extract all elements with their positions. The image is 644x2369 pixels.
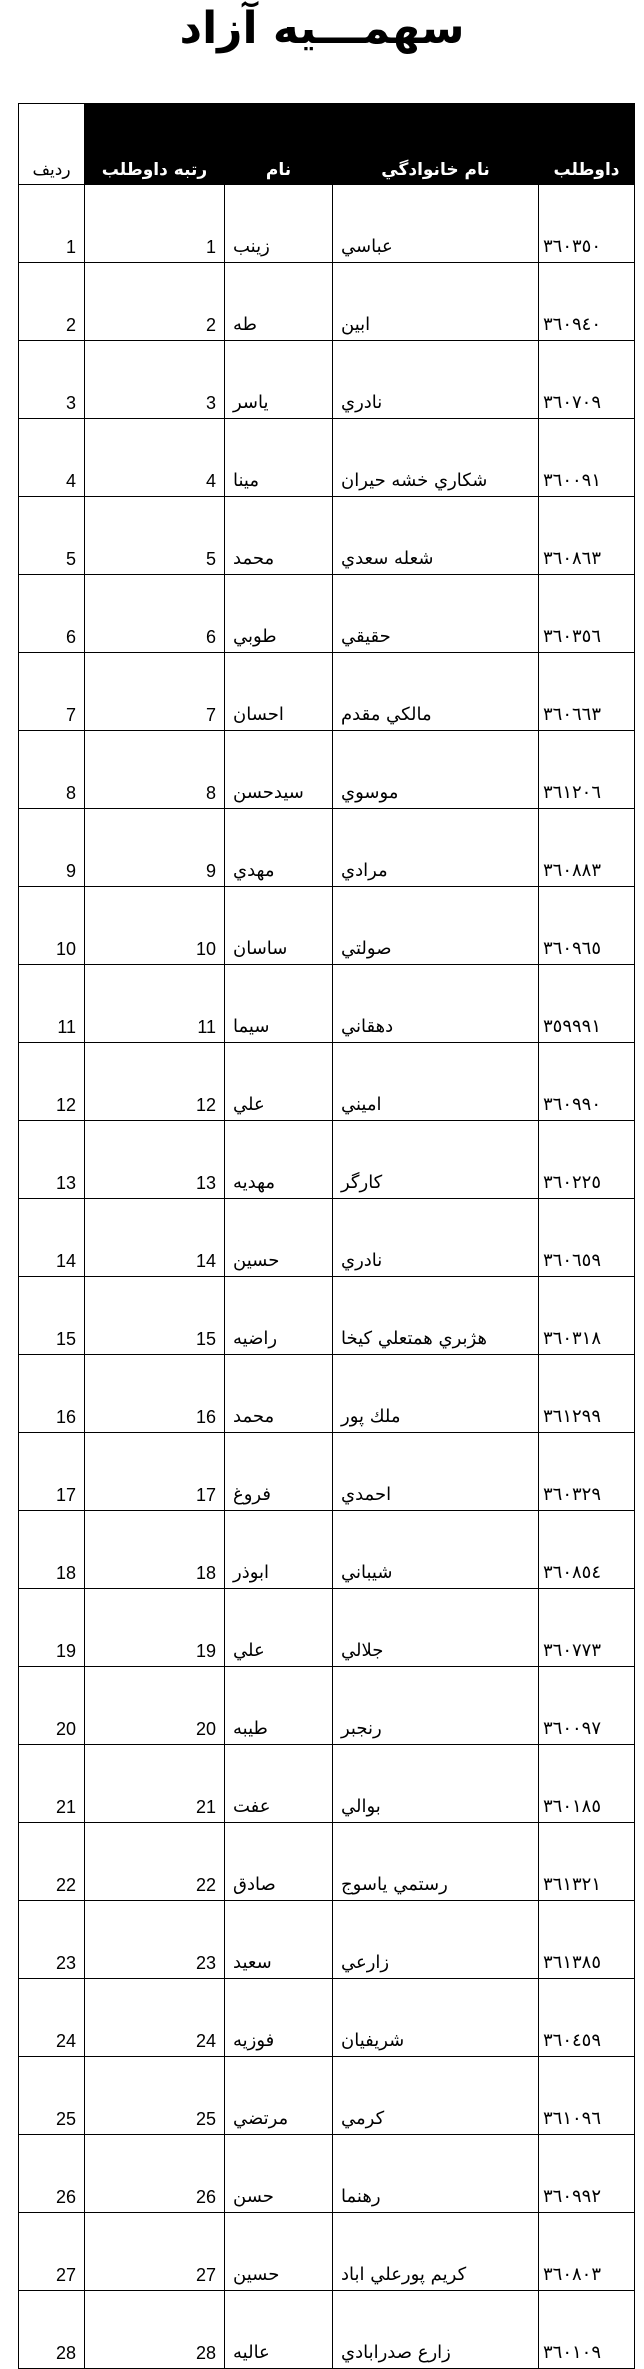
table-row <box>19 2135 635 2213</box>
table-row <box>19 497 635 575</box>
row-number-cell: 6 <box>19 575 85 653</box>
row-number-cell: 28 <box>19 2291 85 2369</box>
first-name-cell: احسان <box>225 653 333 731</box>
applicant-code-cell: ٣٦١٣٨٥ <box>539 1901 635 1979</box>
applicant-code-cell: ٣٦٠٨٥٤ <box>539 1511 635 1589</box>
rank-cell: 28 <box>85 2291 225 2369</box>
row-number-cell: 9 <box>19 809 85 887</box>
last-name-cell: بوالي <box>333 1745 539 1823</box>
applicant-code-cell: ٣٦٠٢٢٥ <box>539 1121 635 1199</box>
rank-cell: 12 <box>85 1043 225 1121</box>
last-name-cell: رنجبر <box>333 1667 539 1745</box>
table-row <box>19 1199 635 1277</box>
first-name-cell: مهدي <box>225 809 333 887</box>
first-name-cell: عفت <box>225 1745 333 1823</box>
last-name-cell: ملك پور <box>333 1355 539 1433</box>
row-number-cell: 20 <box>19 1667 85 1745</box>
rank-cell: 6 <box>85 575 225 653</box>
first-name-cell: طيبه <box>225 1667 333 1745</box>
applicant-code-cell: ٣٦٠٨٨٣ <box>539 809 635 887</box>
first-name-cell: مهديه <box>225 1121 333 1199</box>
applicant-code-cell: ٣٦٠٠٩٧ <box>539 1667 635 1745</box>
table-row <box>19 1277 635 1355</box>
applicant-code-cell: ٣٦١٠٩٦ <box>539 2057 635 2135</box>
rank-cell: 7 <box>85 653 225 731</box>
table-row <box>19 2213 635 2291</box>
row-number-cell: 26 <box>19 2135 85 2213</box>
rank-cell: 1 <box>85 185 225 263</box>
first-name-cell: مرتضي <box>225 2057 333 2135</box>
row-number-cell: 15 <box>19 1277 85 1355</box>
page-title: سهمـــيه آزاد <box>179 3 465 54</box>
rank-cell: 21 <box>85 1745 225 1823</box>
last-name-cell: دهقاني <box>333 965 539 1043</box>
rank-cell: 15 <box>85 1277 225 1355</box>
last-name-cell: كريم پورعلي اباد <box>333 2213 539 2291</box>
applicant-code-cell: ٣٦٠٦٦٣ <box>539 653 635 731</box>
applicant-code-cell: ٣٦٠٣٥٦ <box>539 575 635 653</box>
row-number-cell: 25 <box>19 2057 85 2135</box>
first-name-cell: فوزيه <box>225 1979 333 2057</box>
header-band <box>19 104 635 143</box>
last-name-cell: شعله سعدي <box>333 497 539 575</box>
rank-cell: 5 <box>85 497 225 575</box>
first-name-cell: سعيد <box>225 1901 333 1979</box>
applicant-code-cell: ٣٦١٣٢١ <box>539 1823 635 1901</box>
row-number-cell: 19 <box>19 1589 85 1667</box>
applicant-code-cell: ٣٦٠٤٥٩ <box>539 1979 635 2057</box>
first-name-cell: حسين <box>225 1199 333 1277</box>
last-name-cell: صولتي <box>333 887 539 965</box>
rank-cell: 11 <box>85 965 225 1043</box>
rank-cell: 14 <box>85 1199 225 1277</box>
row-number-cell: 7 <box>19 653 85 731</box>
applicant-code-cell: ٣٦٠١٠٩ <box>539 2291 635 2369</box>
header-applicant-code: داوطلب <box>539 142 635 185</box>
first-name-cell: ابوذر <box>225 1511 333 1589</box>
first-name-cell: راضيه <box>225 1277 333 1355</box>
row-number-cell: 2 <box>19 263 85 341</box>
first-name-cell: عاليه <box>225 2291 333 2369</box>
header-first-name: نام <box>225 142 333 185</box>
row-number-cell: 12 <box>19 1043 85 1121</box>
table-row <box>19 341 635 419</box>
first-name-cell: طه <box>225 263 333 341</box>
first-name-cell: محمد <box>225 497 333 575</box>
applicant-code-cell: ٣٦٠٠٩١ <box>539 419 635 497</box>
row-number-cell: 16 <box>19 1355 85 1433</box>
applicant-code-cell: ٣٦٠٦٥٩ <box>539 1199 635 1277</box>
header-last-name: نام خانوادگي <box>333 142 539 185</box>
table-header <box>19 104 635 185</box>
last-name-cell: رهنما <box>333 2135 539 2213</box>
table-row <box>19 887 635 965</box>
table-body <box>19 185 635 2369</box>
first-name-cell: حسن <box>225 2135 333 2213</box>
rank-cell: 23 <box>85 1901 225 1979</box>
applicant-code-cell: ٣٦٠٩٦٥ <box>539 887 635 965</box>
table-row <box>19 1355 635 1433</box>
applicant-code-cell: ٣٦٠٣١٨ <box>539 1277 635 1355</box>
first-name-cell: طوبي <box>225 575 333 653</box>
last-name-cell: مالكي مقدم <box>333 653 539 731</box>
rank-cell: 26 <box>85 2135 225 2213</box>
last-name-cell: جلالي <box>333 1589 539 1667</box>
applicant-code-cell: ٣٦٠٩٤٠ <box>539 263 635 341</box>
applicants-table <box>18 103 635 2369</box>
table-row <box>19 809 635 887</box>
table-row <box>19 263 635 341</box>
row-number-cell: 1 <box>19 185 85 263</box>
applicant-code-cell: ٣٦١٢٠٦ <box>539 731 635 809</box>
row-number-cell: 10 <box>19 887 85 965</box>
first-name-cell: مينا <box>225 419 333 497</box>
last-name-cell: شريفيان <box>333 1979 539 2057</box>
rank-cell: 8 <box>85 731 225 809</box>
row-number-cell: 22 <box>19 1823 85 1901</box>
last-name-cell: مرادي <box>333 809 539 887</box>
applicant-code-cell: ٣٦٠٩٩٢ <box>539 2135 635 2213</box>
applicant-code-cell: ٣٦٠١٨٥ <box>539 1745 635 1823</box>
row-number-cell: 21 <box>19 1745 85 1823</box>
first-name-cell: سيدحسن <box>225 731 333 809</box>
rank-cell: 9 <box>85 809 225 887</box>
header-fill-cell <box>85 104 225 143</box>
last-name-cell: كرمي <box>333 2057 539 2135</box>
last-name-cell: عباسي <box>333 185 539 263</box>
rank-cell: 4 <box>85 419 225 497</box>
last-name-cell: نادري <box>333 1199 539 1277</box>
row-number-cell: 4 <box>19 419 85 497</box>
table-row <box>19 419 635 497</box>
applicant-code-cell: ٣٦٠٨٦٣ <box>539 497 635 575</box>
header-fill-cell <box>333 104 539 143</box>
last-name-cell: حقيقي <box>333 575 539 653</box>
table-row <box>19 1043 635 1121</box>
row-number-cell: 18 <box>19 1511 85 1589</box>
last-name-cell: شكاري خشه حيران <box>333 419 539 497</box>
applicant-code-cell: ٣٦٠٩٩٠ <box>539 1043 635 1121</box>
last-name-cell: رستمي ياسوج <box>333 1823 539 1901</box>
header-labels <box>19 142 635 185</box>
table-row <box>19 1667 635 1745</box>
rank-cell: 2 <box>85 263 225 341</box>
last-name-cell: زارع صدرابادي <box>333 2291 539 2369</box>
first-name-cell: زينب <box>225 185 333 263</box>
rank-cell: 17 <box>85 1433 225 1511</box>
row-number-cell: 17 <box>19 1433 85 1511</box>
rank-cell: 18 <box>85 1511 225 1589</box>
applicant-code-cell: ٣٦٠٧٧٣ <box>539 1589 635 1667</box>
table-row <box>19 1433 635 1511</box>
rank-cell: 19 <box>85 1589 225 1667</box>
first-name-cell: حسين <box>225 2213 333 2291</box>
header-fill-cell <box>225 104 333 143</box>
table-row <box>19 1589 635 1667</box>
rank-cell: 13 <box>85 1121 225 1199</box>
row-number-cell: 8 <box>19 731 85 809</box>
last-name-cell: نادري <box>333 341 539 419</box>
first-name-cell: ساسان <box>225 887 333 965</box>
last-name-cell: زارعي <box>333 1901 539 1979</box>
rank-cell: 10 <box>85 887 225 965</box>
table-row <box>19 1511 635 1589</box>
table-row <box>19 1979 635 2057</box>
table-row <box>19 731 635 809</box>
first-name-cell: علي <box>225 1043 333 1121</box>
table-row <box>19 575 635 653</box>
rank-cell: 25 <box>85 2057 225 2135</box>
first-name-cell: علي <box>225 1589 333 1667</box>
row-number-cell: 23 <box>19 1901 85 1979</box>
last-name-cell: موسوي <box>333 731 539 809</box>
first-name-cell: محمد <box>225 1355 333 1433</box>
header-rank: رتبه داوطلب <box>85 142 225 185</box>
rank-cell: 3 <box>85 341 225 419</box>
last-name-cell: ابين <box>333 263 539 341</box>
table-row <box>19 653 635 731</box>
table-row <box>19 2291 635 2369</box>
first-name-cell: ياسر <box>225 341 333 419</box>
rank-cell: 24 <box>85 1979 225 2057</box>
row-number-cell: 14 <box>19 1199 85 1277</box>
table-row <box>19 965 635 1043</box>
row-number-cell: 3 <box>19 341 85 419</box>
last-name-cell: احمدي <box>333 1433 539 1511</box>
first-name-cell: سيما <box>225 965 333 1043</box>
rank-cell: 16 <box>85 1355 225 1433</box>
applicant-code-cell: ٣٦٠٨٠٣ <box>539 2213 635 2291</box>
applicant-code-cell: ٣٥٩٩٩١ <box>539 965 635 1043</box>
table-row <box>19 1745 635 1823</box>
header-blank-cell <box>19 104 85 143</box>
last-name-cell: هژبري همتعلي كيخا <box>333 1277 539 1355</box>
last-name-cell: اميني <box>333 1043 539 1121</box>
applicant-code-cell: ٣٦٠٣٢٩ <box>539 1433 635 1511</box>
table-row <box>19 2057 635 2135</box>
table-row <box>19 1121 635 1199</box>
row-number-cell: 5 <box>19 497 85 575</box>
first-name-cell: فروغ <box>225 1433 333 1511</box>
rank-cell: 27 <box>85 2213 225 2291</box>
rank-cell: 20 <box>85 1667 225 1745</box>
applicant-code-cell: ٣٦٠٧٠٩ <box>539 341 635 419</box>
table-row <box>19 1901 635 1979</box>
row-number-cell: 13 <box>19 1121 85 1199</box>
first-name-cell: صادق <box>225 1823 333 1901</box>
header-row-no: رديف <box>19 142 85 185</box>
row-number-cell: 24 <box>19 1979 85 2057</box>
header-fill-cell <box>539 104 635 143</box>
table-row <box>19 1823 635 1901</box>
applicant-code-cell: ٣٦٠٣٥٠ <box>539 185 635 263</box>
last-name-cell: كارگر <box>333 1121 539 1199</box>
rank-cell: 22 <box>85 1823 225 1901</box>
applicant-code-cell: ٣٦١٢٩٩ <box>539 1355 635 1433</box>
row-number-cell: 11 <box>19 965 85 1043</box>
table-row <box>19 185 635 263</box>
row-number-cell: 27 <box>19 2213 85 2291</box>
last-name-cell: شيباني <box>333 1511 539 1589</box>
